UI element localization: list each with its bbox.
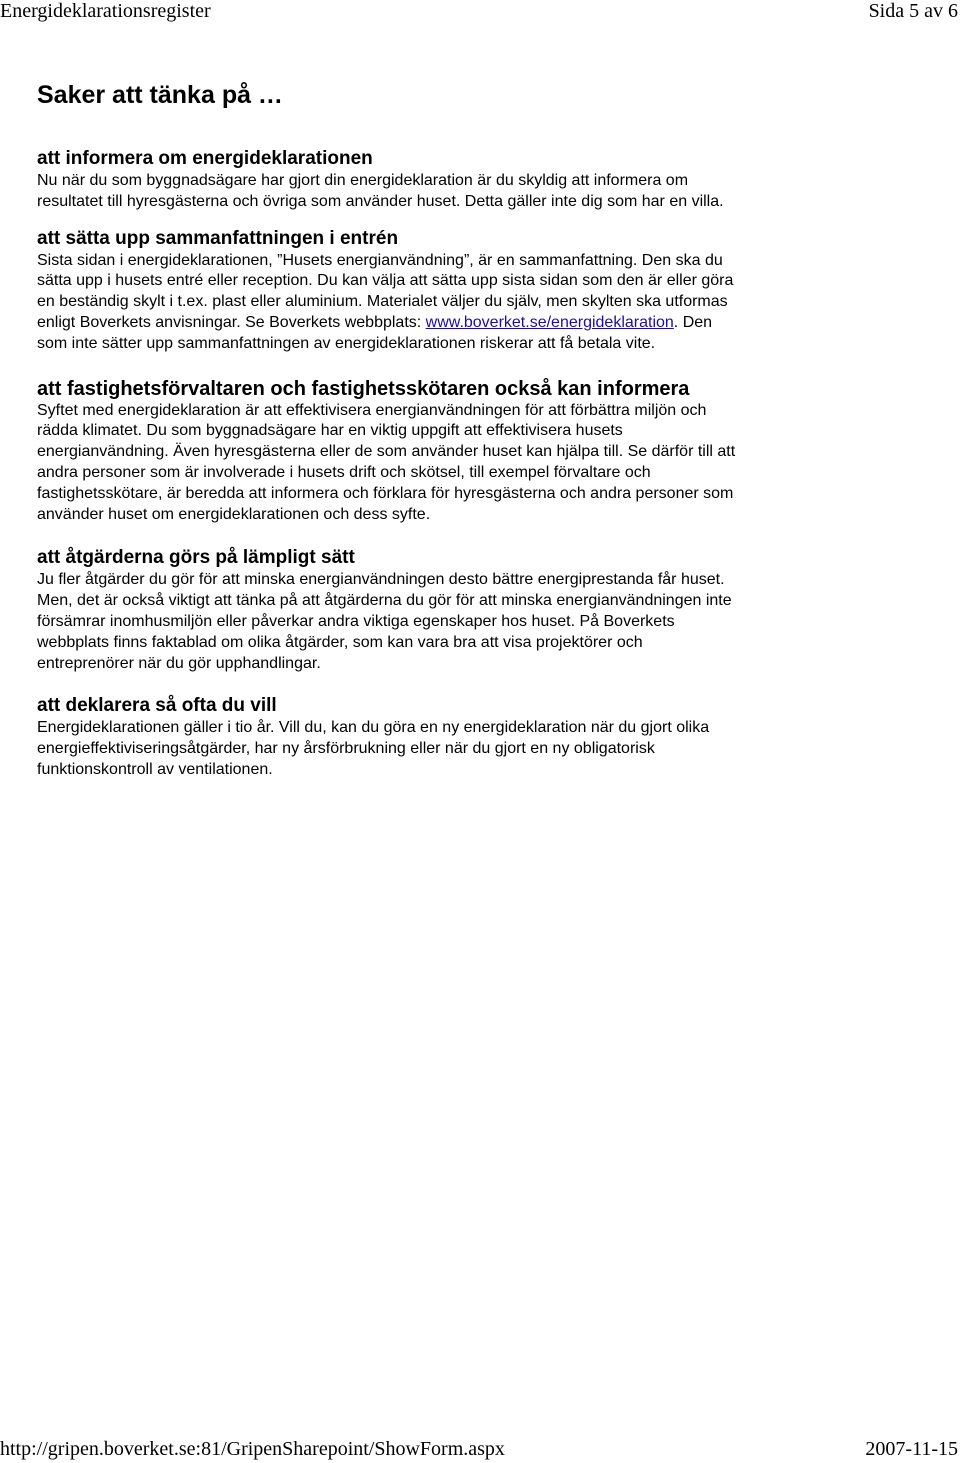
section-text: Nu när du som byggnadsägare har gjort din energideklaration är du skyldig att informera om resultatet till hyresgästerna och övriga som använder huset. Detta gäller inte dig som har en villa. xyxy=(37,172,724,210)
main-content xyxy=(37,78,737,781)
section-text-before-link: Sista sidan i energideklarationen, ”Husets energianvändning”, är en sammanfattning. Den ska du sätta upp i husets entré eller reception. Du kan välja att sätta upp sista sidan som den är eller göra en beständig skylt i t.ex. plast eller aluminium. Materialet väljer du själv, men skylten ska utformas enligt Boverkets anvisningar. Se Boverkets webbplats: xyxy=(37,251,734,331)
section-heading: att informera om energideklarationen xyxy=(37,148,373,169)
section-text: Ju fler åtgärder du gör för att minska energianvändningen desto bättre energiprestanda får huset. Men, det är också viktigt att tänka på att åtgärderna du gör för att minska energianvändningen inte försämrar inomhusmiljön eller påverkar andra viktiga egenskaper hos huset. På Boverkets webbplats finns faktablad om olika åtgärder, som kan vara bra att visa projektörer och entreprenörer när du gör upphandlingar. xyxy=(37,571,732,672)
section-summary-entrance xyxy=(37,227,737,355)
section-text-after-link: . Den som inte sätter upp sammanfattningen av energideklarationen riskerar att få betala vite. xyxy=(37,313,713,352)
page-title: Saker att tänka på … xyxy=(37,81,283,109)
section-inform xyxy=(37,147,737,213)
section-text xyxy=(37,251,737,355)
section-text: Syftet med energideklaration är att effektivisera energianvändningen för att förbättra miljön och rädda klimatet. Du som byggnadsägare har en viktig uppgift att effektivisera husets energianvändning. Även hyresgästerna eller de som använder huset kan hjälpa till. Se därför till att andra personer som är involverade i husets drift och skötsel, till exempel förvaltare och fastighetsskötare, är beredda att informera och förklara för hyresgästerna och andra personer som använder huset om energideklarationen och dess syfte. xyxy=(37,401,736,523)
boverket-link[interactable]: www.boverket.se/energideklaration xyxy=(425,313,674,331)
section-heading: att sätta upp sammanfattningen i entrén xyxy=(37,227,399,249)
section-heading: att åtgärderna görs på lämpligt sätt xyxy=(37,547,355,569)
section-measures xyxy=(37,546,737,674)
section-declare-often xyxy=(37,694,737,780)
page-number: Sida 5 av 6 xyxy=(868,0,958,22)
section-heading: att fastighetsförvaltaren och fastighetsskötaren också kan informera xyxy=(37,377,690,400)
section-heading: att deklarera så ofta du vill xyxy=(37,695,277,717)
document-title: Energideklarationsregister xyxy=(0,0,211,22)
print-date: 2007-11-15 xyxy=(865,1438,958,1460)
page-url: http://gripen.boverket.se:81/GripenSharepoint/ShowForm.aspx xyxy=(0,1438,505,1460)
section-property-manager xyxy=(37,377,737,526)
section-text: Energideklarationen gäller i tio år. Vill du, kan du göra en ny energideklaration när du gjort olika energieffektiviseringsåtgärder, har ny årsförbrukning eller när du gjort en ny obligatorisk funktionskontroll av ventilationen. xyxy=(37,719,710,778)
